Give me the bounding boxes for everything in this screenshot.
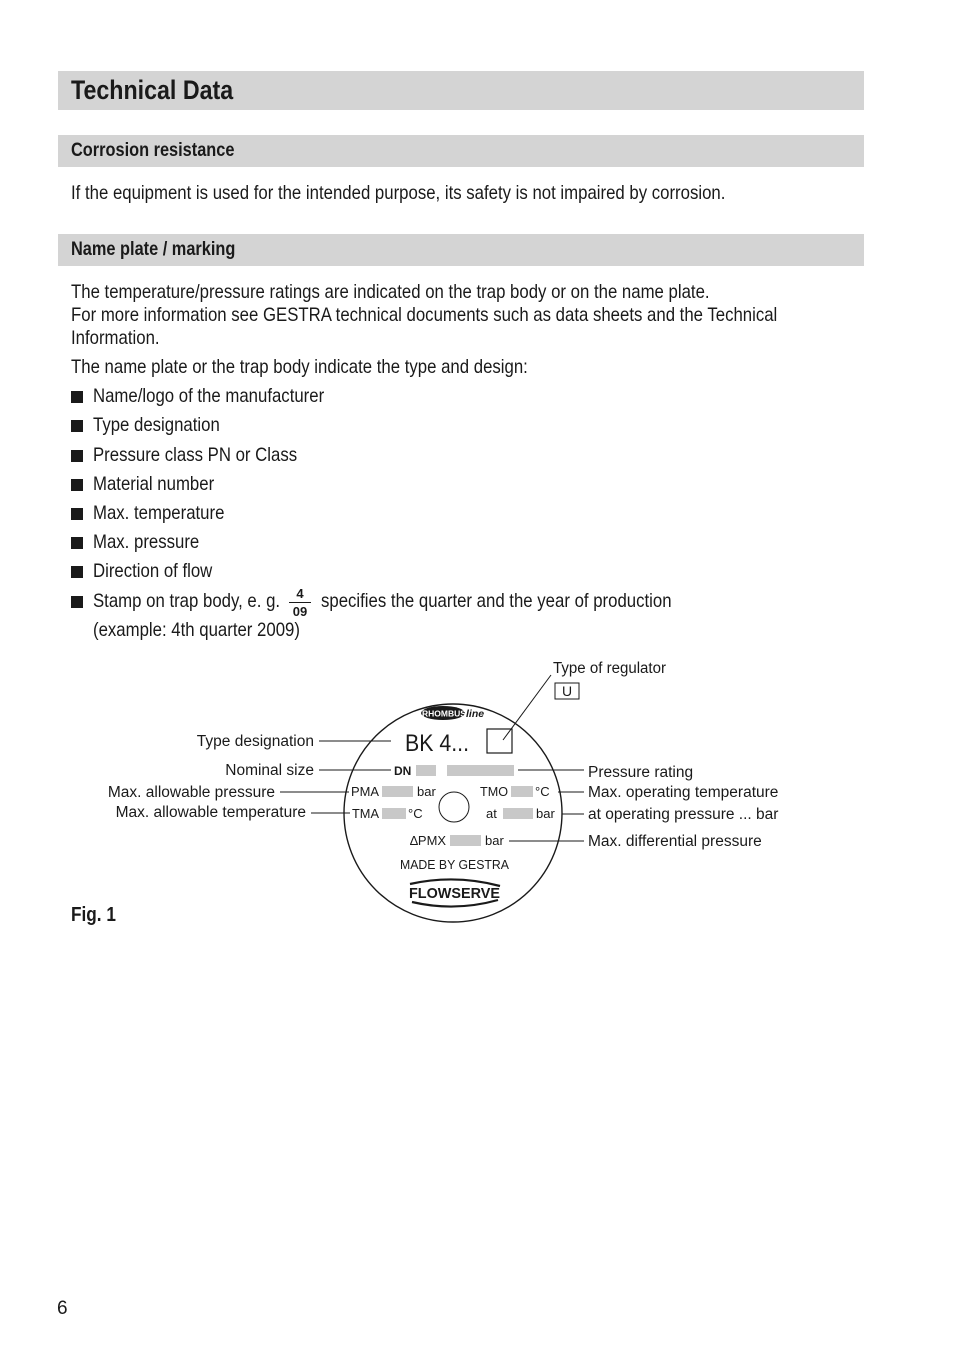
- pma-unit: bar: [417, 784, 436, 799]
- bullet-square-icon: [71, 391, 83, 403]
- figure-label: [71, 904, 123, 927]
- tmo-field: [511, 786, 533, 797]
- bullet-square-icon: [71, 566, 83, 578]
- stamp-denominator: 09: [292, 604, 308, 619]
- stamp-fraction: [289, 587, 311, 618]
- callout-max-allowable-pressure: Max. allowable pressure: [107, 784, 275, 801]
- tma-field: [382, 808, 406, 819]
- stamp-example: (example: 4th quarter 2009): [93, 619, 300, 641]
- list-item-label: Material number: [93, 473, 215, 495]
- page-title: Technical Data: [71, 75, 234, 105]
- corrosion-text: If the equipment is used for the intended purpose, its safety is not impaired by corrosion.: [71, 182, 726, 204]
- page-number: [57, 1298, 68, 1320]
- callout-max-operating-temperature: Max. operating temperature: [588, 784, 779, 801]
- flowserve-logo-text: FLOWSERVE: [409, 885, 500, 902]
- list-item-label: Max. pressure: [93, 531, 200, 553]
- pressure-rating-field: [447, 765, 514, 776]
- dn-field: [416, 765, 436, 776]
- stamp-circle: [439, 792, 469, 822]
- at-field: [503, 808, 533, 819]
- nameplate-heading: Name plate / marking: [71, 239, 236, 260]
- bullet-square-icon: [71, 450, 83, 462]
- stamp-prefix: Stamp on trap body, e. g.: [93, 590, 281, 612]
- bullet-square-icon: [71, 537, 83, 549]
- regulator-code: U: [562, 683, 573, 699]
- logo-top-italic: line: [466, 708, 485, 720]
- list-item-label: Pressure class PN or Class: [93, 444, 298, 466]
- list-item-label: Direction of flow: [93, 560, 213, 582]
- made-by-text: MADE BY GESTRA: [400, 857, 510, 872]
- figure-label-text: Fig. 1: [71, 904, 116, 926]
- callout-at-operating-pressure: at operating pressure ... bar: [588, 806, 779, 823]
- dn-label: DN: [394, 764, 412, 778]
- list-item-label: Max. temperature: [93, 502, 225, 524]
- callout-pressure-rating: Pressure rating: [588, 764, 694, 781]
- bullet-square-icon: [71, 479, 83, 491]
- callout-max-allowable-temperature: Max. allowable temperature: [115, 804, 306, 821]
- stamp-example-block: [93, 619, 334, 642]
- tma-unit: °C: [408, 806, 423, 821]
- dpmx-unit: bar: [485, 833, 504, 848]
- leader-type-regulator: [503, 675, 551, 740]
- logo-top-text: RHOMBUS: [422, 708, 466, 719]
- nameplate-diagram: [0, 650, 954, 930]
- tmo-unit: °C: [535, 784, 550, 799]
- dpmx-field: [450, 835, 481, 846]
- dpmx-label: ∆PMX: [410, 833, 447, 848]
- stamp-suffix-block: [321, 590, 729, 613]
- fraction-line: [289, 602, 311, 603]
- bullet-square-icon: [71, 596, 83, 608]
- para1-line2: For more information see GESTRA technical documents such as data sheets and the Technical: [71, 304, 778, 326]
- at-unit: bar: [536, 806, 555, 821]
- at-label: at: [486, 806, 497, 821]
- nameplate-para2: The name plate or the trap body indicate the type and design:: [71, 356, 528, 378]
- page-number-text: 6: [57, 1298, 68, 1319]
- type-text: BK 4...: [405, 730, 469, 757]
- para1-line3: Information.: [71, 327, 160, 349]
- nameplate-para1: [71, 281, 892, 350]
- nameplate-para2-block: [71, 356, 602, 379]
- pma-label: PMA: [351, 784, 380, 799]
- corrosion-text-block: [71, 182, 832, 205]
- callout-type-designation: Type designation: [196, 733, 314, 750]
- corrosion-heading-bar: [58, 135, 864, 167]
- pma-field: [382, 786, 413, 797]
- corrosion-heading: Corrosion resistance: [71, 140, 235, 161]
- section-header-bar: [58, 71, 864, 110]
- callout-nominal-size: Nominal size: [225, 762, 314, 779]
- callout-max-differential-pressure: Max. differential pressure: [588, 833, 762, 850]
- bullet-square-icon: [71, 420, 83, 432]
- tma-label: TMA: [352, 806, 380, 821]
- stamp-suffix: specifies the quarter and the year of production: [321, 590, 672, 612]
- tmo-label: TMO: [480, 784, 508, 799]
- nameplate-heading-bar: [58, 234, 864, 266]
- stamp-numerator: 4: [296, 586, 304, 601]
- bullet-square-icon: [71, 508, 83, 520]
- list-item-label: Type designation: [93, 414, 220, 436]
- callout-type-regulator: Type of regulator: [553, 660, 666, 677]
- para1-line1: The temperature/pressure ratings are indicated on the trap body or on the name plate.: [71, 281, 710, 303]
- list-item-label: Name/logo of the manufacturer: [93, 385, 325, 407]
